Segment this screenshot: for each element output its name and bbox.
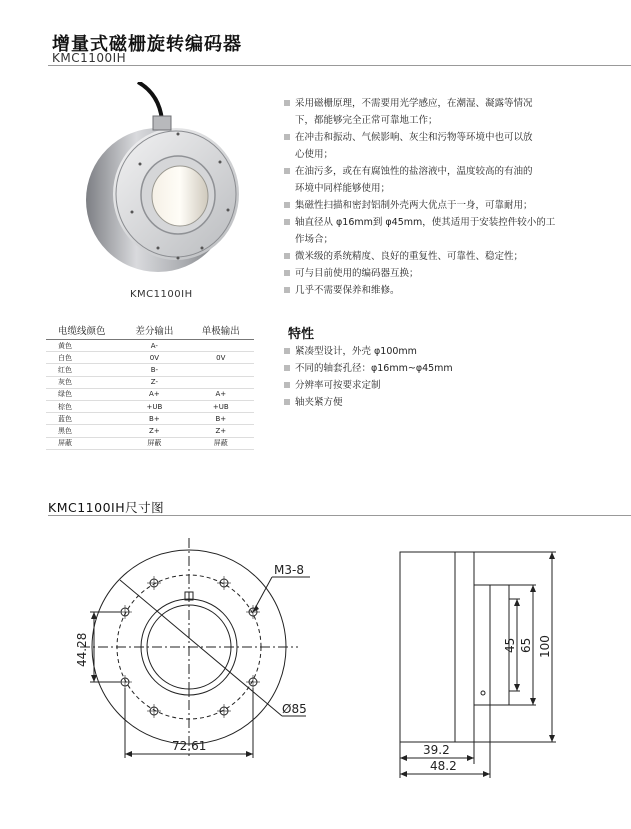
characteristics-title: 特性: [288, 327, 315, 342]
table-cell: A+: [121, 388, 187, 400]
table-cell: 黄色: [46, 340, 121, 352]
table-cell: 0V: [121, 352, 187, 364]
table-cell: B+: [121, 413, 187, 425]
label-39-2: 39.2: [423, 743, 450, 757]
header-divider: [48, 65, 631, 66]
table-cell: Z-: [121, 376, 187, 388]
table-cell: Z+: [188, 425, 254, 437]
table-cell: B+: [188, 413, 254, 425]
table-cell: [188, 364, 254, 376]
feature-item: 几乎不需要保养和维修。: [284, 282, 584, 299]
encoder-product-image: [80, 82, 250, 282]
header-differential: 差分输出: [121, 320, 187, 340]
table-cell: [188, 340, 254, 352]
feature-item: 集磁性扫描和密封铝制外壳两大优点于一身，可靠耐用；: [284, 197, 584, 214]
drawing-divider: [48, 515, 631, 516]
table-cell: B-: [121, 364, 187, 376]
feature-item: 微米级的系统精度、良好的重复性、可靠性、稳定性；: [284, 248, 584, 265]
label-45: 45: [503, 637, 517, 653]
table-cell: 红色: [46, 364, 121, 376]
feature-item: 采用磁栅原理，不需要用光学感应，在潮湿、凝露等情况: [284, 95, 584, 112]
feature-item: 环境中同样能够使用；: [295, 183, 391, 194]
side-body: [400, 552, 474, 742]
table-cell: 蓝色: [46, 413, 121, 425]
table-cell: 屏蔽: [188, 437, 254, 449]
table-cell: A-: [121, 340, 187, 352]
table-cell: 0V: [188, 352, 254, 364]
table-cell: +UB: [188, 400, 254, 412]
table-row: [46, 437, 254, 449]
table-cell: 屏蔽: [121, 437, 187, 449]
characteristic-item: 分辨率可按要求定制: [284, 377, 584, 394]
table-cell: +UB: [121, 400, 187, 412]
feature-item: 下，都能够完全正常可靠地工作；: [295, 115, 438, 126]
header-single-ended: 单极输出: [188, 320, 254, 340]
table-cell: A+: [188, 388, 254, 400]
label-65: 65: [519, 637, 533, 653]
table-cell: 棕色: [46, 400, 121, 412]
table-row: [46, 388, 254, 400]
table-cell: 白色: [46, 352, 121, 364]
table-cell: Z+: [121, 425, 187, 437]
model-subtitle: KMC1100IH: [52, 51, 127, 65]
feature-item: 心使用；: [295, 149, 334, 160]
dimension-drawing: [0, 520, 631, 829]
table-cell: [188, 376, 254, 388]
label-d85: Ø85: [282, 702, 307, 716]
characteristics-list: [284, 343, 584, 411]
table-row: [46, 340, 254, 352]
table-row: [46, 400, 254, 412]
photo-caption: KMC1100IH: [130, 289, 193, 300]
table-cell: 灰色: [46, 376, 121, 388]
table-row: [46, 352, 254, 364]
table-row: [46, 376, 254, 388]
label-44-28: 44.28: [75, 632, 89, 667]
feature-item: 作场合；: [295, 234, 334, 245]
label-m3-8: M3-8: [274, 563, 304, 577]
table-cell: 屏蔽: [46, 437, 121, 449]
table-row: [46, 425, 254, 437]
label-72-61: 72.61: [172, 739, 207, 753]
drawing-title: KMC1100IH尺寸图: [48, 500, 165, 515]
page-title: 增量式磁栅旋转编码器: [52, 34, 242, 55]
label-48-2: 48.2: [430, 759, 457, 773]
feature-item: 轴直径从 φ16mm到 φ45mm，使其适用于安装控件较小的工: [284, 214, 584, 231]
table-header-row: [46, 320, 254, 340]
characteristic-item: 不同的轴套孔径：φ16mm~φ45mm: [284, 360, 584, 377]
feature-item: 在冲击和振动、气候影响、灰尘和污物等环境中也可以放: [284, 129, 584, 146]
characteristic-item: 紧凑型设计，外壳 φ100mm: [284, 343, 584, 360]
table-cell: 绿色: [46, 388, 121, 400]
cable-color-table: [46, 320, 254, 450]
feature-item: 在油污多，或在有腐蚀性的盐溶液中，温度较高的有油的: [284, 163, 584, 180]
feature-list: [284, 95, 584, 299]
label-100: 100: [538, 635, 552, 658]
header-cable-color: 电缆线颜色: [46, 320, 121, 340]
feature-item: 可与目前使用的编码器互换；: [284, 265, 584, 282]
table-row: [46, 364, 254, 376]
characteristic-item: 轴夹紧方便: [284, 394, 584, 411]
table-cell: 黑色: [46, 425, 121, 437]
table-row: [46, 413, 254, 425]
